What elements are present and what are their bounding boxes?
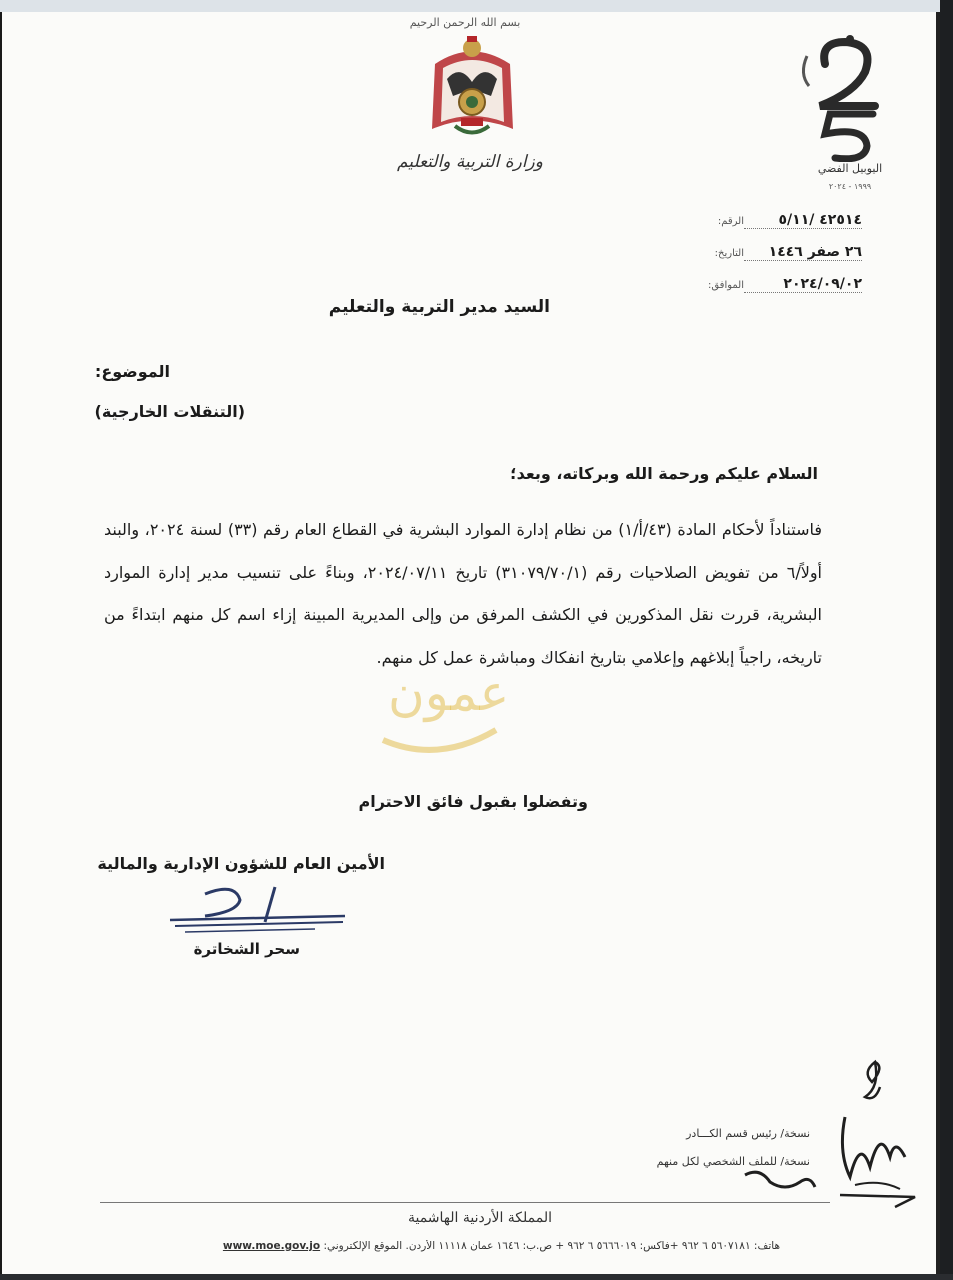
photo-edge-right xyxy=(940,0,953,1280)
subject: (التنقلات الخارجية) xyxy=(94,402,245,421)
footer-divider xyxy=(100,1202,830,1203)
ref-label: الرقم: xyxy=(717,216,744,227)
signer-name: سحر الشخاترة xyxy=(193,940,300,958)
signer-title: الأمين العام للشؤون الإدارية والمالية xyxy=(97,854,385,873)
ref-value: ٤٢٥١٤ /٥/١١ xyxy=(744,212,862,229)
date-value: ٢٦ صفر ١٤٤٦ xyxy=(744,244,862,261)
meta-ref xyxy=(690,212,890,229)
closing: وتفضلوا بقبول فائق الاحترام xyxy=(358,792,588,811)
ministry-name: وزارة التربية والتعليم xyxy=(397,152,543,172)
photo-edge-bottom xyxy=(0,1274,953,1280)
jubilee-25-icon xyxy=(795,34,905,162)
jubilee-title: اليوبيل الفضي xyxy=(817,162,883,175)
greg-label: الموافق: xyxy=(707,280,744,291)
letter-page xyxy=(0,12,940,1274)
footer-website-link[interactable]: www.moe.gov.jo xyxy=(222,1240,321,1252)
subject-label: الموضوع: xyxy=(94,362,170,381)
footer-contact xyxy=(170,1240,780,1252)
jubilee-years: ١٩٩٩ - ٢٠٢٤ xyxy=(828,182,872,191)
cc-line-2: نسخة/ للملف الشخصي لكل منهم xyxy=(656,1155,810,1168)
greeting: السلام عليكم ورحمة الله وبركاته، وبعد؛ xyxy=(510,464,818,483)
signature-icon xyxy=(165,882,350,942)
initials-signature-icon xyxy=(650,1057,920,1217)
basmala: بسم الله الرحمن الرحيم xyxy=(409,16,521,29)
jubilee-logo xyxy=(795,34,905,191)
footer-country: المملكة الأردنية الهاشمية xyxy=(407,1210,553,1226)
coat-of-arms-icon xyxy=(425,34,520,146)
date-label: التاريخ: xyxy=(714,248,744,259)
meta-date xyxy=(690,244,890,261)
addressee: السيد مدير التربية والتعليم xyxy=(328,297,550,317)
footer-contact-text: هاتف: ٥٦٠٧١٨١ ٦ ٩٦٢ +فاكس: ٥٦٦٦٠١٩ ٦ ٩٦٢ + ص.ب: ١٦٤٦ عمان ١١١١٨ الأردن. الموقع الإلكتروني: xyxy=(323,1240,780,1252)
cc-line-1: نسخة/ رئيس قسم الكـــادر xyxy=(686,1127,810,1140)
meta-greg xyxy=(690,276,890,293)
greg-value: ٢٠٢٤/٠٩/٠٢ xyxy=(744,276,862,293)
watermark-text: عمون xyxy=(388,664,510,722)
letter-body: فاستناداً لأحكام المادة (٤٣/أ/١) من نظام إدارة الموارد البشرية في القطاع العام رقم (٣٣) لسنة ٢٠٢٤، والبند أولاً/٦ من تفويض الصلاحيات رقم (٣١٠٧٩/٧٠/١) تاريخ ٢٠٢٤/٠٧/١١، وبناءً على تنسيب مدير إدارة الموارد البشرية، قررت نقل المذكورين في الكشف المرفق من وإلى المديرية المبينة إزاء اسم كل منهم ابتداءً من تاريخه، راجياً إبلاغهم وإعلامي بتاريخ انفكاك ومباشرة عمل كل منهم. xyxy=(104,520,823,667)
watermark xyxy=(378,652,508,762)
